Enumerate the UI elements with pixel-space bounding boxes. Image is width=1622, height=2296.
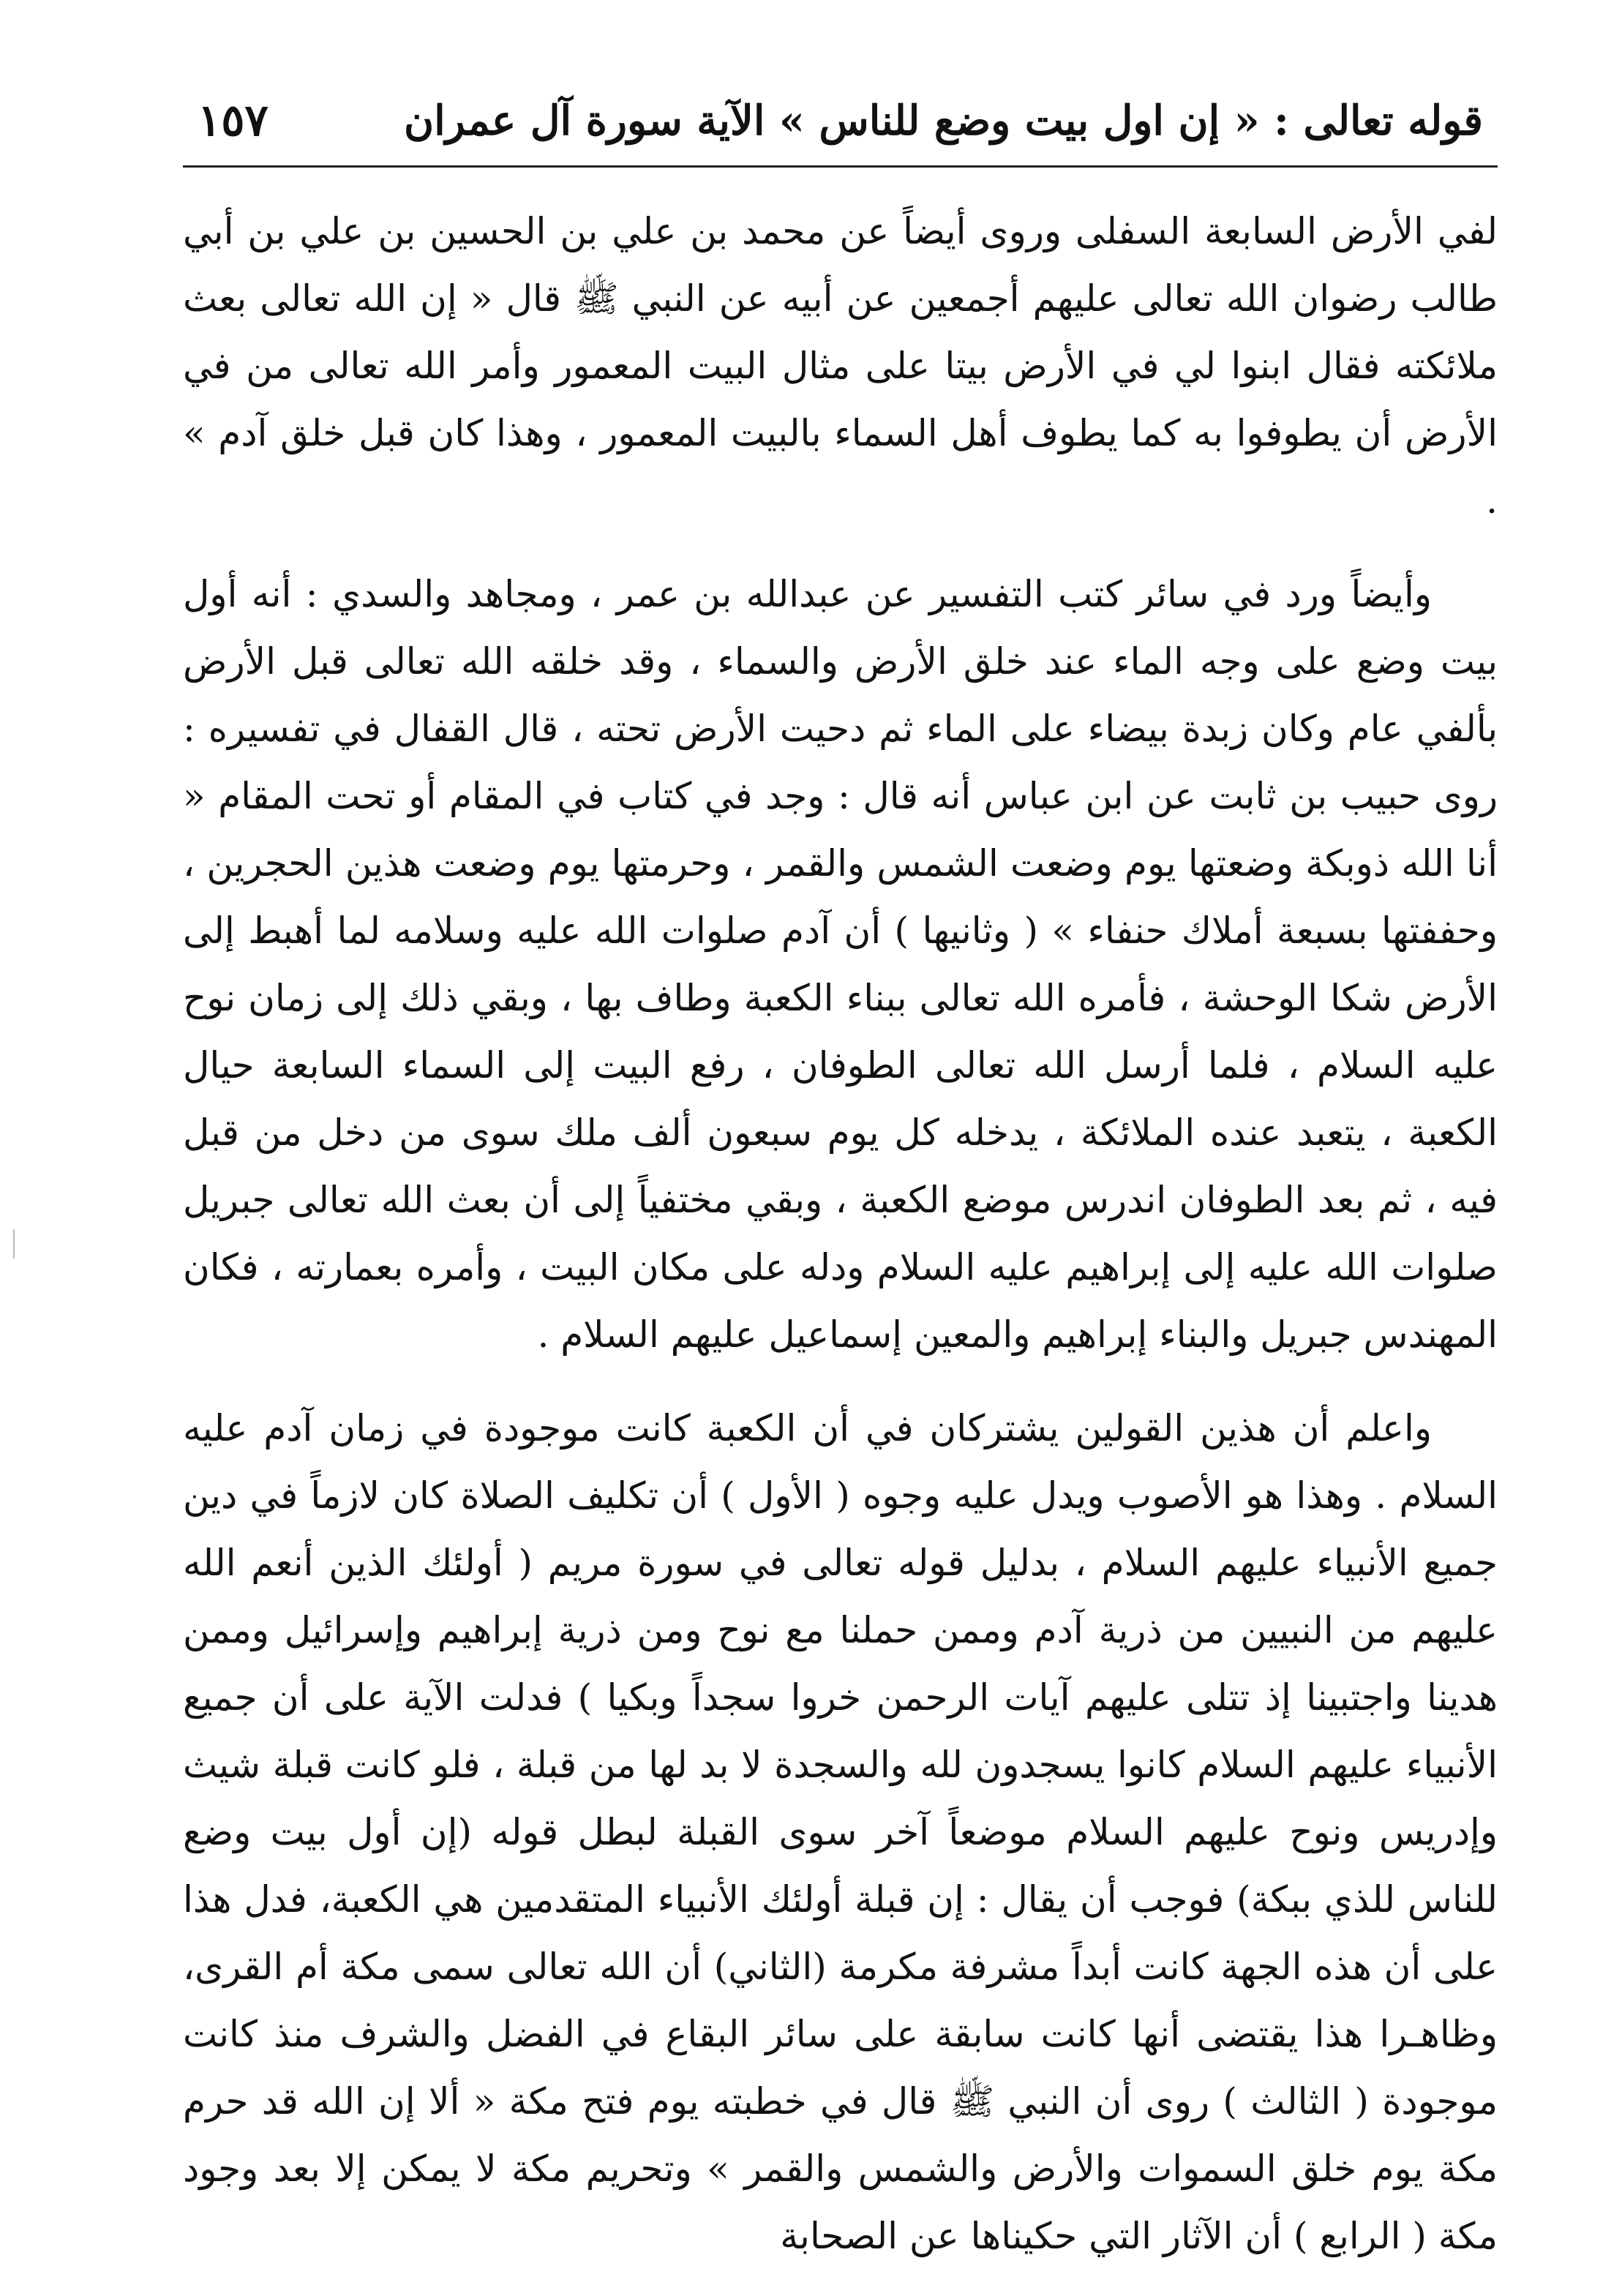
page-body bbox=[183, 198, 1498, 2296]
paragraph: وأيضاً ورد في سائر كتب التفسير عن عبدالله بن عمر ، ومجاهد والسدي : أنه أول بيت وضع على وجه الماء عند خلق الأرض والسماء ، وقد خلقه الله تعالى قبل الأرض بألفي عام وكان زبدة بيضاء على الماء ثم دحيت الأرض تحته ، قال القفال في تفسيره : روى حبيب بن ثابت عن ابن عباس أنه قال : وجد في كتاب في المقام أو تحت المقام « أنا الله ذوبكة وضعتها يوم وضعت الشمس والقمر ، وحرمتها يوم وضعت هذين الحجرين ، وحففتها بسبعة أملاك حنفاء » ( وثانيها ) أن آدم صلوات الله عليه وسلامه لما أهبط إلى الأرض شكا الوحشة ، فأمره الله تعالى ببناء الكعبة وطاف بها ، وبقي ذلك إلى زمان نوح عليه السلام ، فلما أرسل الله تعالى الطوفان ، رفع البيت إلى السماء السابعة حيال الكعبة ، يتعبد عنده الملائكة ، يدخله كل يوم سبعون ألف ملك سوى من دخل من قبل فيه ، ثم بعد الطوفان اندرس موضع الكعبة ، وبقي مختفياً إلى أن بعث الله تعالى جبريل صلوات الله عليه إلى إبراهيم عليه السلام ودله على مكان البيت ، وأمره بعمارته ، فكان المهندس جبريل والبناء إبراهيم والمعين إسماعيل عليهم السلام . bbox=[183, 573, 1498, 1356]
header-rule bbox=[183, 165, 1498, 168]
paragraph: لفي الأرض السابعة السفلى وروى أيضاً عن محمد بن علي بن الحسين بن علي بن أبي طالب رضوان الله تعالى عليهم أجمعين عن أبيه عن النبي ﷺ قال « إن الله تعالى بعث ملائكته فقال ابنوا لي في الأرض بيتا على مثال البيت المعمور وأمر الله تعالى من في الأرض أن يطوفوا به كما يطوف أهل السماء بالبيت المعمور ، وهذا كان قبل خلق آدم » . bbox=[183, 210, 1498, 522]
paragraph: واعلم أن هذين القولين يشتركان في أن الكعبة كانت موجودة في زمان آدم عليه السلام . وهذا هو الأصوب ويدل عليه وجوه ( الأول ) أن تكليف الصلاة كان لازماً في دين جميع الأنبياء عليهم السلام ، بدليل قوله تعالى في سورة مريم ( أولئك الذين أنعم الله عليهم من النبيين من ذرية آدم وممن حملنا مع نوح ومن ذرية إبراهيم وإسرائيل وممن هدينا واجتبينا إذ تتلى عليهم آيات الرحمن خروا سجداً وبكيا ) فدلت الآية على أن جميع الأنبياء عليهم السلام كانوا يسجدون لله والسجدة لا بد لها من قبلة ، فلو كانت قبلة شيث وإدريس ونوح عليهم السلام موضعاً آخر سوى القبلة لبطل قوله (إن أول بيت وضع للناس للذي ببكة) فوجب أن يقال : إن قبلة أولئك الأنبياء المتقدمين هي الكعبة، فدل هذا على أن هذه الجهة كانت أبداً مشرفة مكرمة (الثاني) أن الله تعالى سمى مكة أم القرى، وظاهـرا هذا يقتضى أنها كانت سابقة على سائر البقاع في الفضل والشرف منذ كانت موجودة ( الثالث ) روى أن النبي ﷺ قال في خطبته يوم فتح مكة « ألا إن الله قد حرم مكة يوم خلق السموات والأرض والشمس والقمر » وتحريم مكة لا يمكن إلا بعد وجود مكة ( الرابع ) أن الآثار التي حكيناها عن الصحابة bbox=[183, 1407, 1498, 2257]
scan-margin-mark bbox=[13, 1229, 15, 1258]
running-header-title: قوله تعالى : « إن اول بيت وضع للناس » الآية سورة آل عمران bbox=[403, 97, 1483, 145]
page-number: ١٥٧ bbox=[198, 95, 269, 146]
running-header bbox=[198, 80, 1483, 161]
